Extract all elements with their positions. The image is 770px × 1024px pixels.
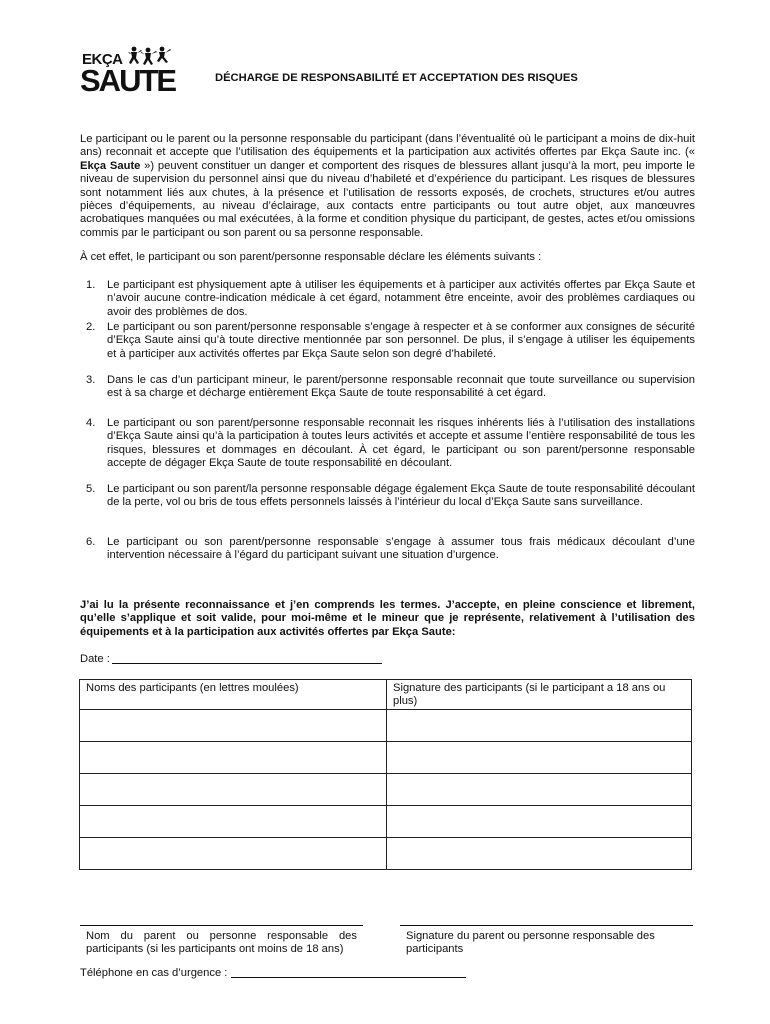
list-item-text: Le participant est physiquement apte à utiliser les équipements et à participer aux activités offertes par Ekça Saute et n’avoir aucune contre-indication médicale à cet égard, notamment être enceinte, avoir des problèmes cardiaques ou avoir des problèmes de dos. bbox=[107, 279, 695, 318]
list-item-text: Le participant ou son parent/personne responsable s’engage à respecter et à se conformer aux consignes de sécurité d’Ekça Saute ainsi qu’à toute directive mentionnée par son personnel. De plus, il s’engage à utiliser les équipements et à participer aux activités offertes par Ekça Saute selon son degré d’habileté. bbox=[107, 321, 695, 360]
table-row bbox=[80, 806, 692, 838]
list-item-text: Le participant ou son parent/personne responsable reconnait les risques inhérents liés à l’utilisation des installations d’Ekça Saute ainsi qu’à la participation à toutes leurs activités et accepte et assume l’entière responsabilité de tous les risques, blessures et dommages en découlant. À cet égard, le participant ou son parent/personne responsable accepte de dégager Ekça Saute de toute responsabilité en découlant. bbox=[107, 417, 695, 470]
participant-name-cell[interactable] bbox=[80, 742, 387, 774]
list-item-number: 3. bbox=[86, 374, 96, 386]
table-header-row bbox=[80, 680, 692, 710]
logo-text-main: SAUTE bbox=[80, 63, 176, 98]
document-title: DÉCHARGE DE RESPONSABILITÉ ET ACCEPTATION DES RISQUES bbox=[215, 72, 578, 84]
participant-name-cell[interactable] bbox=[80, 806, 387, 838]
date-label: Date : bbox=[80, 653, 110, 665]
column-header-signatures: Signature des participants (si le participant a 18 ans ou plus) bbox=[387, 680, 692, 710]
list-item-number: 6. bbox=[86, 536, 96, 548]
participant-signature-cell[interactable] bbox=[387, 774, 692, 806]
emergency-phone-field bbox=[80, 967, 466, 980]
parent-signature-label: Signature du parent ou personne responsable des participants bbox=[406, 930, 655, 956]
list-item bbox=[80, 483, 695, 536]
declaration-list bbox=[80, 279, 695, 566]
logo-text-top: EKÇA bbox=[82, 51, 123, 68]
parent-name-line[interactable] bbox=[80, 925, 363, 926]
participant-signature-cell[interactable] bbox=[387, 742, 692, 774]
table-row bbox=[80, 774, 692, 806]
list-item-text: Le participant ou son parent/la personne responsable dégage également Ekça Saute de toute responsabilité découlant de la perte, vol ou bris de tous effets personnels laissés à l’intérieur du local d’Ekça Saute sans surveillance. bbox=[107, 483, 695, 509]
list-item-number: 4. bbox=[86, 417, 96, 429]
participant-signature-cell[interactable] bbox=[387, 710, 692, 742]
participants-table bbox=[79, 679, 692, 870]
list-item bbox=[80, 374, 695, 417]
participant-signature-cell[interactable] bbox=[387, 806, 692, 838]
emergency-phone-label: Téléphone en cas d’urgence : bbox=[80, 967, 228, 979]
table-row bbox=[80, 838, 692, 870]
list-item-number: 1. bbox=[86, 279, 96, 291]
list-item bbox=[80, 279, 695, 321]
participant-name-cell[interactable] bbox=[80, 710, 387, 742]
acceptance-statement: J’ai lu la présente reconnaissance et j’en comprends les termes. J’accepte, en pleine conscience et librement, qu’elle s’applique et soit valide, pour moi-même et le mineur que je représente, relativement à l’utilisation des équipements et à la participation aux activités offertes par Ekça Saute: bbox=[80, 599, 695, 638]
participant-signature-cell[interactable] bbox=[387, 838, 692, 870]
intro-text-2: ») peuvent constituer un danger et comportent des risques de blessures allant jusqu’à la mort, peu importe le niveau de supervision du personnel ainsi que du niveau d’habileté et d’expérience du participant. Les risques de blessures sont notamment liés aux chutes, à la présence et l’utilisation de ressorts exposés, de crochets, structures et/ou autres pièces d’équipements, au niveau d’éclairage, aux contacts entre participants ou tout autre objet, aux manœuvres acrobatiques manquées ou mal exécutées, à la forme et condition physique du participant, de gestes, actes et/ou omissions commis par le participant ou son parent ou sa personne responsable. bbox=[80, 159, 695, 239]
list-item-number: 2. bbox=[86, 321, 96, 333]
table-row bbox=[80, 710, 692, 742]
participant-name-cell[interactable] bbox=[80, 838, 387, 870]
list-item-text: Le participant ou son parent/personne responsable s’engage à assumer tous frais médicaux découlant d’une intervention nécessaire à l’égard du participant suivant une situation d’urgence. bbox=[107, 536, 695, 562]
table-row bbox=[80, 742, 692, 774]
parent-signature-line[interactable] bbox=[400, 925, 693, 926]
participant-name-cell[interactable] bbox=[80, 774, 387, 806]
date-field bbox=[80, 653, 382, 666]
intro-text-1: Le participant ou le parent ou la personne responsable du participant (dans l’éventualité où le participant a moins de dix-huit ans) reconnait et accepte que l’utilisation des équipements et la participation aux activités offertes par Ekça Saute inc. (« bbox=[80, 133, 695, 159]
list-item bbox=[80, 417, 695, 483]
list-item-number: 5. bbox=[86, 483, 96, 495]
parent-name-label: Nom du parent ou personne responsable des participants (si les participants ont moins de 18 ans) bbox=[86, 930, 357, 956]
emergency-phone-input-line[interactable] bbox=[231, 967, 466, 978]
intro-brand: Ekça Saute bbox=[80, 159, 141, 172]
list-item-text: Dans le cas d’un participant mineur, le parent/personne responsable reconnait que toute surveillance ou supervision est à sa charge et décharge entièrement Ekça Saute de toute responsabilité à cet égard. bbox=[107, 374, 695, 400]
ekca-saute-logo bbox=[80, 46, 174, 98]
declaration-lead: À cet effet, le participant ou son parent/personne responsable déclare les éléments suivants : bbox=[80, 251, 542, 263]
column-header-names: Noms des participants (en lettres moulées) bbox=[80, 680, 387, 710]
date-input-line[interactable] bbox=[112, 653, 382, 664]
intro-paragraph bbox=[80, 133, 695, 240]
list-item bbox=[80, 321, 695, 374]
list-item bbox=[80, 536, 695, 566]
